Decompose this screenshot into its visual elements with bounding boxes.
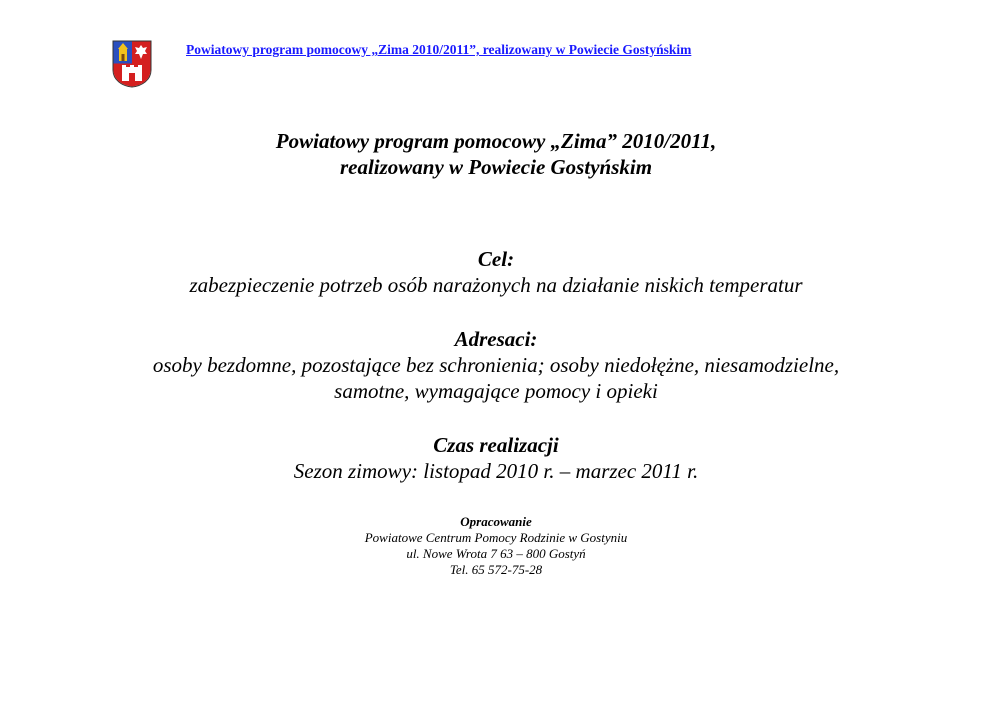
header-program-link[interactable]: Powiatowy program pomocowy „Zima 2010/2011”, realizowany w Powiecie Gostyńskim (186, 42, 692, 57)
title-line-1: Powiatowy program pomocowy „Zima” 2010/2011, (275, 129, 717, 153)
coat-of-arms-icon (112, 40, 152, 88)
section-adresaci (0, 326, 992, 404)
adresaci-text-line-2: samotne, wymagające pomocy i opieki (334, 379, 658, 403)
section-czas-realizacji (0, 432, 992, 484)
adresaci-text-line-1: osoby bezdomne, pozostające bez schronienia; osoby niedołężne, niesamodzielne, (152, 353, 840, 377)
page-header (112, 40, 872, 92)
organization-name: Powiatowe Centrum Pomocy Rodzinie w Gostyniu (364, 530, 628, 545)
adresaci-heading: Adresaci: (454, 327, 538, 351)
cel-heading: Cel: (477, 247, 515, 271)
prepared-by-heading: Opracowanie (460, 514, 532, 529)
organization-address: ul. Nowe Wrota 7 63 – 800 Gostyń (406, 546, 586, 561)
organization-phone: Tel. 65 572-75-28 (449, 562, 543, 577)
section-cel (0, 246, 992, 298)
czas-heading: Czas realizacji (433, 433, 559, 457)
title-line-2: realizowany w Powiecie Gostyńskim (339, 155, 653, 179)
page-title (0, 128, 992, 180)
prepared-by-block (0, 514, 992, 578)
czas-text: Sezon zimowy: listopad 2010 r. – marzec 2011 r. (293, 459, 699, 483)
cel-text: zabezpieczenie potrzeb osób narażonych na działanie niskich temperatur (189, 273, 803, 297)
